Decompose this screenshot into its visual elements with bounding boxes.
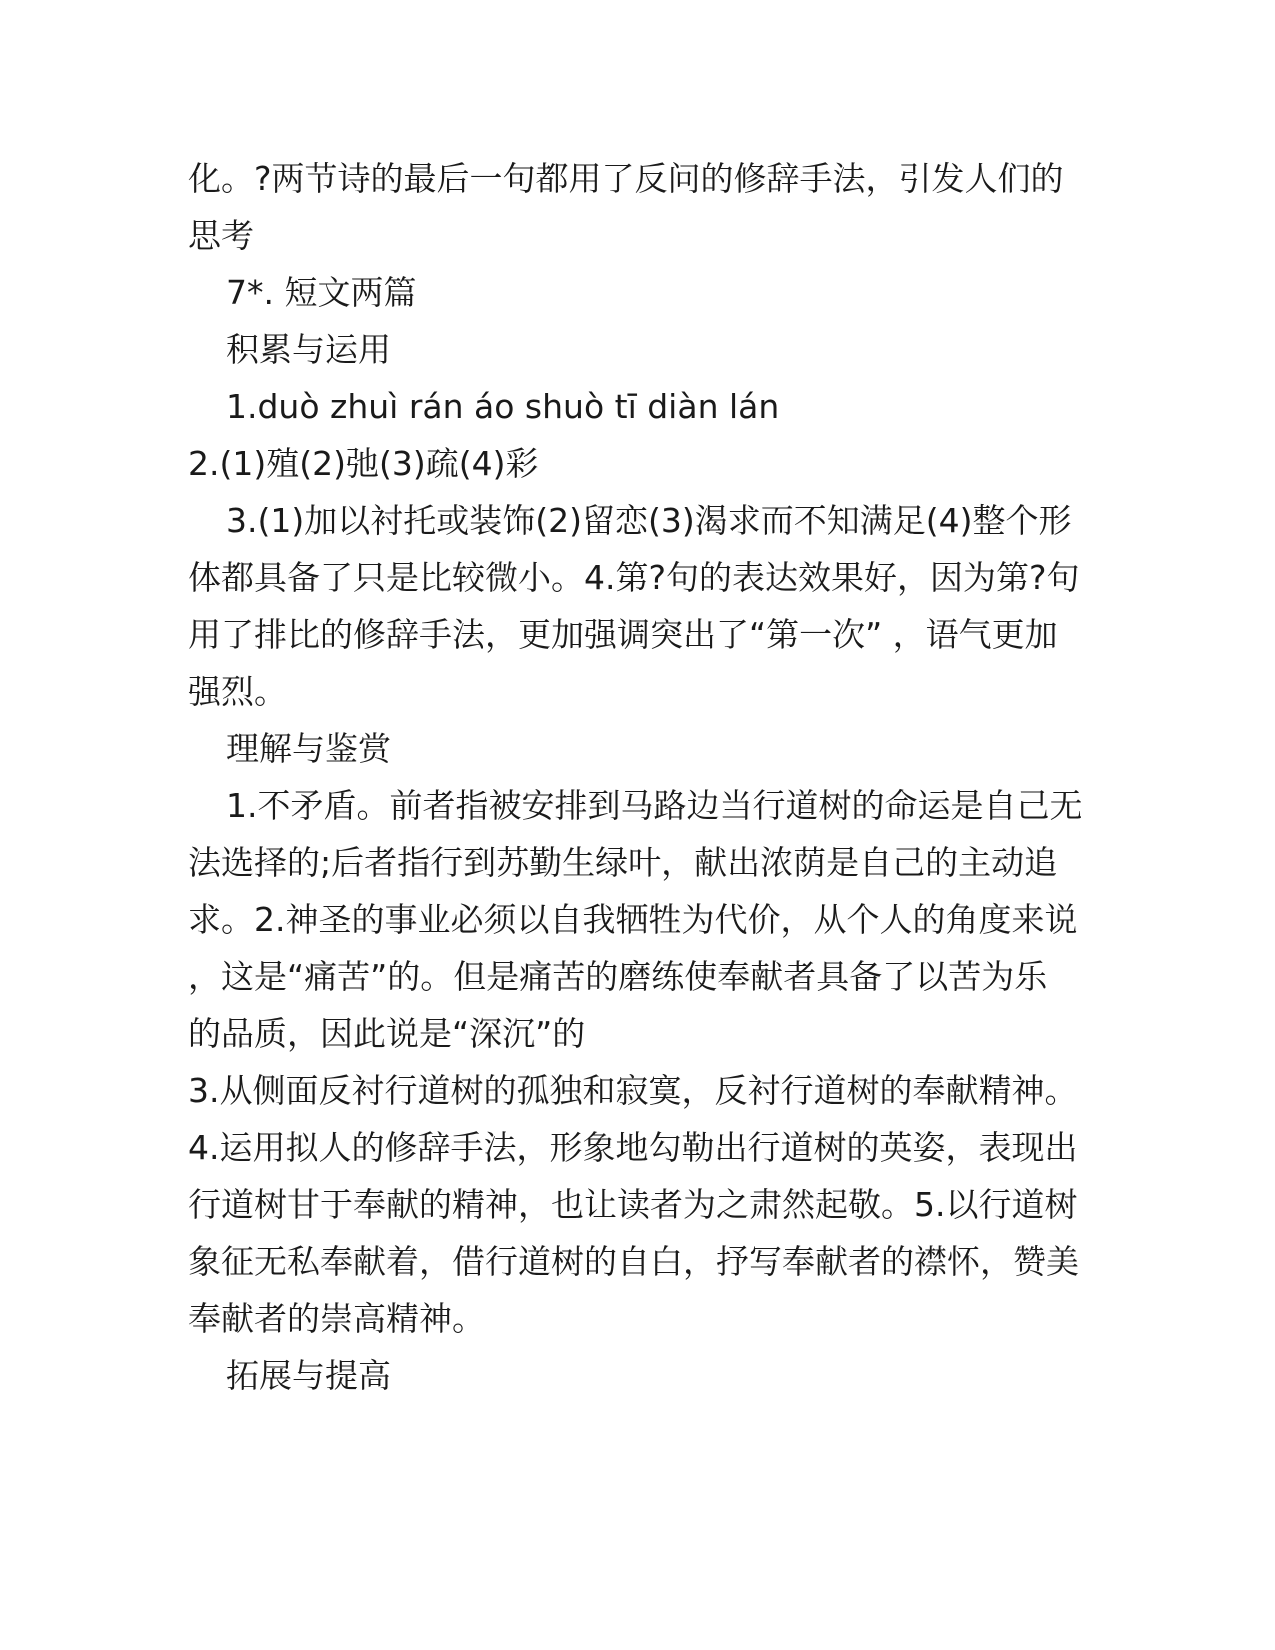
text-line: 思考 [188, 216, 254, 255]
section-heading: 7*. 短文两篇 [226, 273, 417, 312]
text-line: 1.不矛盾。前者指被安排到马路边当行道树的命运是自己无 [226, 786, 1083, 825]
text-line: 1.duò zhuì rán áo shuò tī diàn lán [226, 387, 780, 426]
text-line: 行道树甘于奉献的精神，也让读者为之肃然起敬。5.以行道树 [188, 1185, 1078, 1224]
text-line: 3.(1)加以衬托或装饰(2)留恋(3)渴求而不知满足(4)整个形 [226, 501, 1072, 540]
text-line: 体都具备了只是比较微小。4.第?句的表达效果好，因为第?句 [188, 558, 1080, 597]
text-line: 4.运用拟人的修辞手法，形象地勾勒出行道树的英姿，表现出 [188, 1128, 1078, 1167]
text-line: 法选择的;后者指行到苏勤生绿叶，献出浓荫是自己的主动追 [188, 843, 1058, 882]
text-line: 强烈。 [188, 672, 287, 711]
text-line: ，这是“痛苦”的。但是痛苦的磨练使奉献者具备了以苦为乐 [188, 957, 1048, 996]
text-line: 象征无私奉献着，借行道树的自白，抒写奉献者的襟怀，赞美 [188, 1242, 1079, 1281]
text-line: 2.(1)殖(2)弛(3)疏(4)彩 [188, 444, 539, 483]
text-line: 奉献者的崇高精神。 [188, 1299, 485, 1338]
text-line: 求。2.神圣的事业必须以自我牺牲为代价，从个人的角度来说 [188, 900, 1078, 939]
section-heading: 理解与鉴赏 [226, 729, 391, 768]
section-heading: 拓展与提高 [226, 1356, 391, 1395]
document-body [188, 150, 1088, 1404]
section-heading: 积累与运用 [226, 330, 391, 369]
text-line: 的品质，因此说是“深沉”的 [188, 1014, 586, 1053]
text-line: 用了排比的修辞手法，更加强调突出了“第一次” ，语气更加 [188, 615, 1058, 654]
text-line: 化。?两节诗的最后一句都用了反问的修辞手法，引发人们的 [188, 159, 1064, 198]
text-line: 3.从侧面反衬行道树的孤独和寂寞，反衬行道树的奉献精神。 [188, 1071, 1078, 1110]
